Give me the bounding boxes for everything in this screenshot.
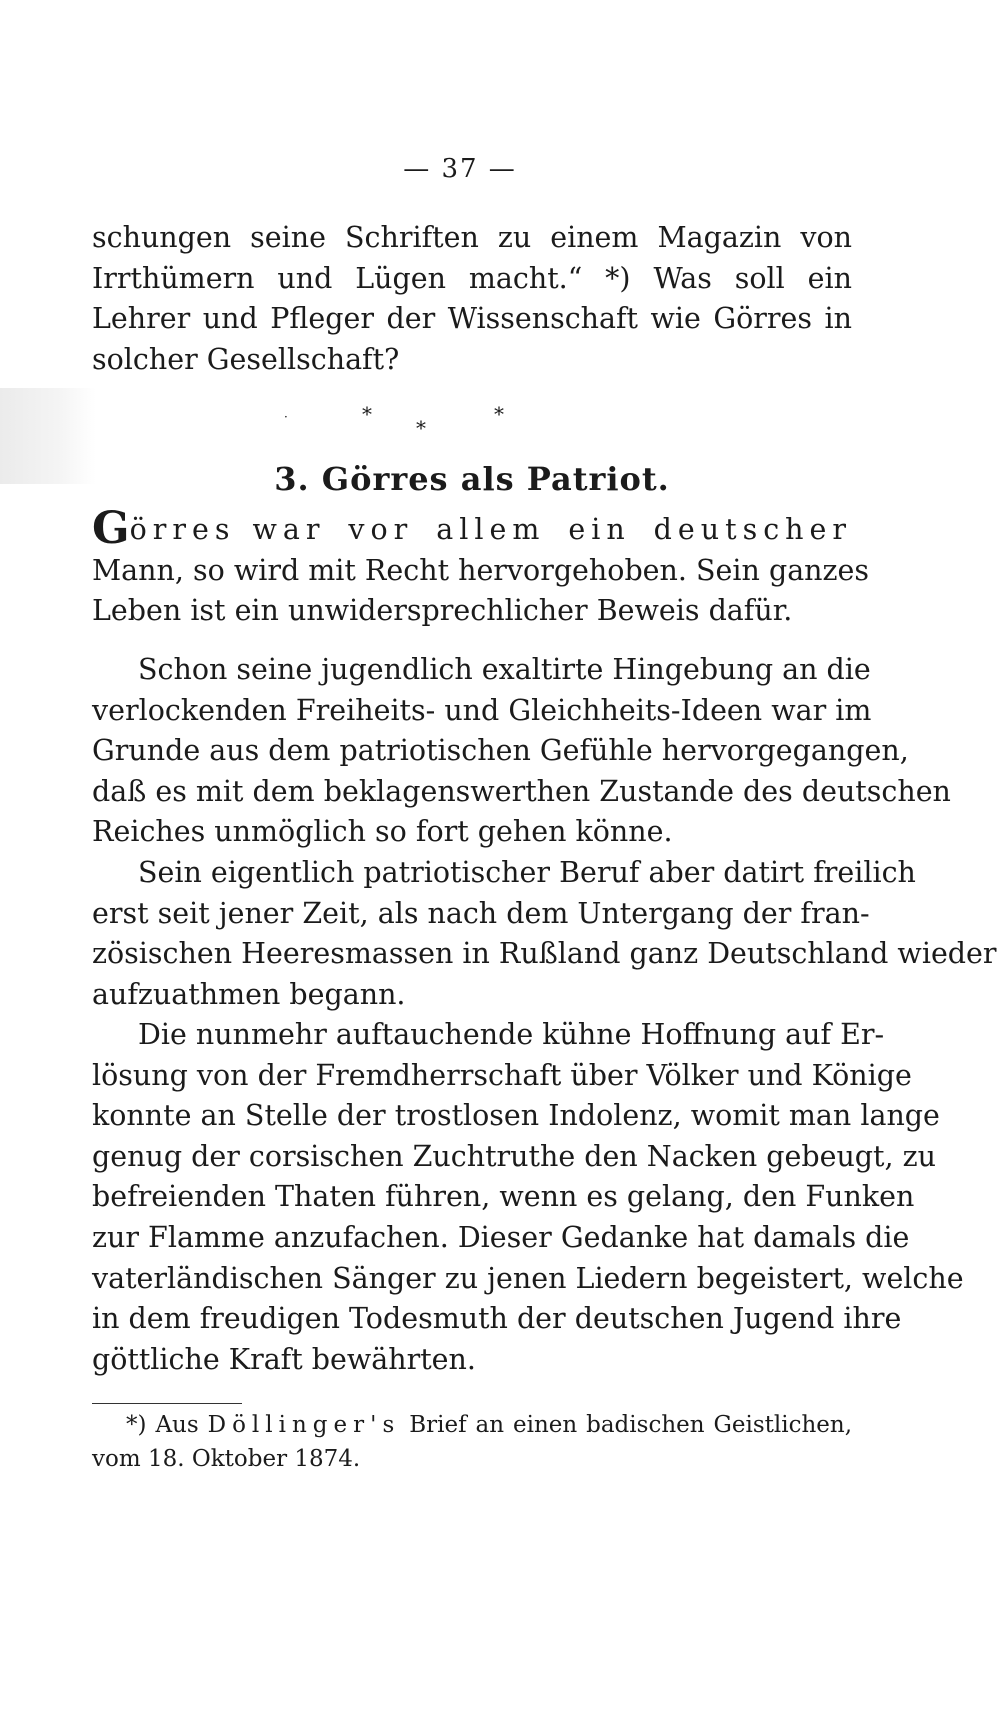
paragraph-second: [92, 650, 951, 853]
footnote-text: Aus: [155, 1412, 199, 1438]
text-line: Leben ist ein unwidersprechlicher Beweis dafür.: [92, 594, 793, 628]
scan-shadow: [0, 388, 96, 484]
paragraph-carry-over: [92, 218, 852, 380]
text-line: verlockenden Freiheits- und Gleichheits-Ideen war im: [92, 693, 872, 727]
footnote-line: [92, 1408, 852, 1442]
text-line: Mann, so wird mit Recht hervorgehoben. Sein ganzes: [92, 553, 870, 587]
page-number: — 37 —: [403, 154, 517, 184]
text-line: solcher Gesellschaft?: [92, 342, 400, 376]
footnote-author: Döllinger's: [207, 1412, 401, 1438]
section-break-dot: ·: [284, 410, 288, 424]
footnote-marker: *): [126, 1412, 147, 1438]
text-line: zur Flamme anzufachen. Dieser Gedanke hat damals die: [92, 1220, 910, 1254]
section-break: [280, 404, 580, 440]
text-line: göttliche Kraft bewährten.: [92, 1342, 476, 1376]
paragraph-opening: [92, 503, 870, 632]
text-line: konnte an Stelle der trostlosen Indolenz, womit man lange: [92, 1099, 940, 1133]
text-line: schungen seine Schriften zu einem Magazin von: [92, 221, 852, 254]
text-line: daß es mit dem beklagenswerthen Zustande des deutschen: [92, 774, 951, 808]
emphasized-name: örres: [129, 513, 236, 546]
footnote-rule: [92, 1403, 242, 1404]
section-break-star: *: [416, 416, 426, 440]
text-line: vaterländischen Sänger zu jenen Liedern begeistert, welche: [92, 1261, 964, 1295]
paragraph-fourth: [92, 1015, 964, 1380]
text-line: Lehrer und Pfleger der Wissenschaft wie Görres in: [92, 302, 852, 336]
text-line: Schon seine jugendlich exaltirte Hingebung an die: [138, 653, 871, 686]
text-line: Irrthümern und Lügen macht.“ *) Was soll ein: [92, 261, 852, 295]
text-line: genug der corsischen Zuchtruthe den Nacken gebeugt, zu: [92, 1139, 936, 1173]
paragraph-third: [92, 853, 997, 1015]
section-break-star: *: [362, 402, 372, 426]
text-line: erst seit jener Zeit, als nach dem Untergang der fran-: [92, 896, 870, 930]
line-rest: war vor allem ein deutscher: [252, 513, 852, 546]
footnote: [92, 1408, 852, 1476]
section-break-star: *: [494, 402, 504, 426]
text-line: Reiches unmöglich so fort gehen könne.: [92, 815, 673, 849]
text-line: Sein eigentlich patriotischer Beruf aber datirt freilich: [138, 856, 916, 889]
drop-cap: G: [92, 503, 130, 554]
text-line: befreienden Thaten führen, wenn es gelang, den Funken: [92, 1180, 915, 1214]
text-line: Die nunmehr auftauchende kühne Hoffnung auf Er-: [138, 1018, 885, 1051]
footnote-line: vom 18. Oktober 1874.: [92, 1446, 361, 1472]
text-line: zösischen Heeresmassen in Rußland ganz Deutschland wieder: [92, 937, 997, 971]
text-line: lösung von der Fremdherrschaft über Völker und Könige: [92, 1058, 912, 1092]
text-line: aufzuathmen begann.: [92, 977, 406, 1011]
footnote-text: Brief an einen badischen Geistlichen,: [409, 1412, 853, 1438]
section-heading: 3. Görres als Patriot.: [274, 460, 670, 498]
text-line: [92, 503, 852, 554]
text-line: in dem freudigen Todesmuth der deutschen Jugend ihre: [92, 1302, 902, 1336]
text-line: Grunde aus dem patriotischen Gefühle hervorgegangen,: [92, 734, 909, 768]
